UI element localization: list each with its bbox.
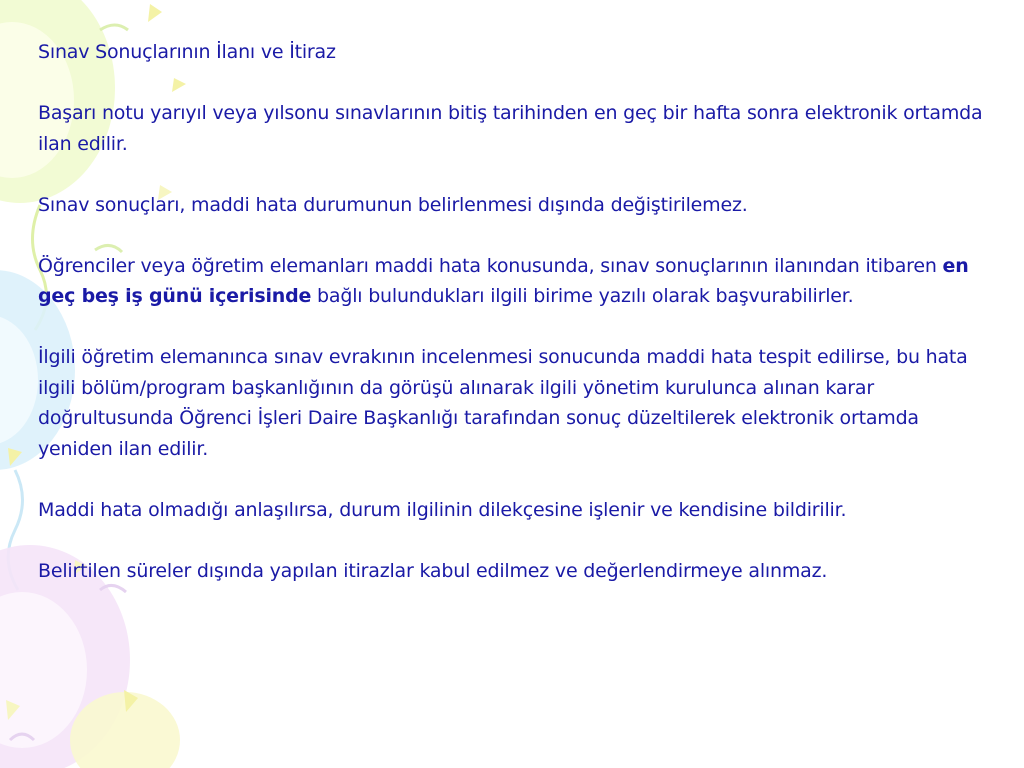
confetti-triangle xyxy=(148,4,162,22)
paragraph-late-objections: Belirtilen süreler dışında yapılan itirazlar kabul edilmez ve değerlendirmeye alınmaz. xyxy=(38,559,828,582)
paragraph-no-error: Maddi hata olmadığı anlaşılırsa, durum ilgilinin dilekçesine işlenir ve kendisine bildirilir. xyxy=(38,498,847,521)
deadline-emphasis: en geç beş iş günü içerisinde xyxy=(38,254,969,307)
paragraph-objection-deadline-end: bağlı bulundukları ilgili birime yazılı olarak başvurabilirler. xyxy=(311,285,854,307)
confetti-arc xyxy=(100,25,128,30)
paragraph-no-change: Sınav sonuçları, maddi hata durumunun belirlenmesi dışında değiştirilemez. xyxy=(38,193,748,216)
paragraph-announcement: Başarı notu yarıyıl veya yılsonu sınavlarının bitiş tarihinden en geç bir hafta sonra elektronik ortamda ilan edilir. xyxy=(38,102,983,155)
paragraph-objection-deadline-start: Öğrenciler veya öğretim elemanları maddi hata konusunda, sınav sonuçlarının ilanından itibaren xyxy=(38,254,943,277)
paragraph-objection-deadline xyxy=(38,251,998,312)
paragraph-correction-procedure: İlgili öğretim elemanınca sınav evrakının incelenmesi sonucunda maddi hata tespit edilirse, bu hata ilgili bölüm/program başkanlığının da görüşü alınarak ilgili yönetim kurulunca alınan karar doğrultusunda Öğrenci İşleri Daire Başkanlığı tarafından sonuç düzeltilerek elektronik ortamda yeniden ilan edilir. xyxy=(38,346,968,460)
slide-title: Sınav Sonuçlarının İlanı ve İtiraz xyxy=(38,41,336,63)
slide-body xyxy=(38,37,998,586)
